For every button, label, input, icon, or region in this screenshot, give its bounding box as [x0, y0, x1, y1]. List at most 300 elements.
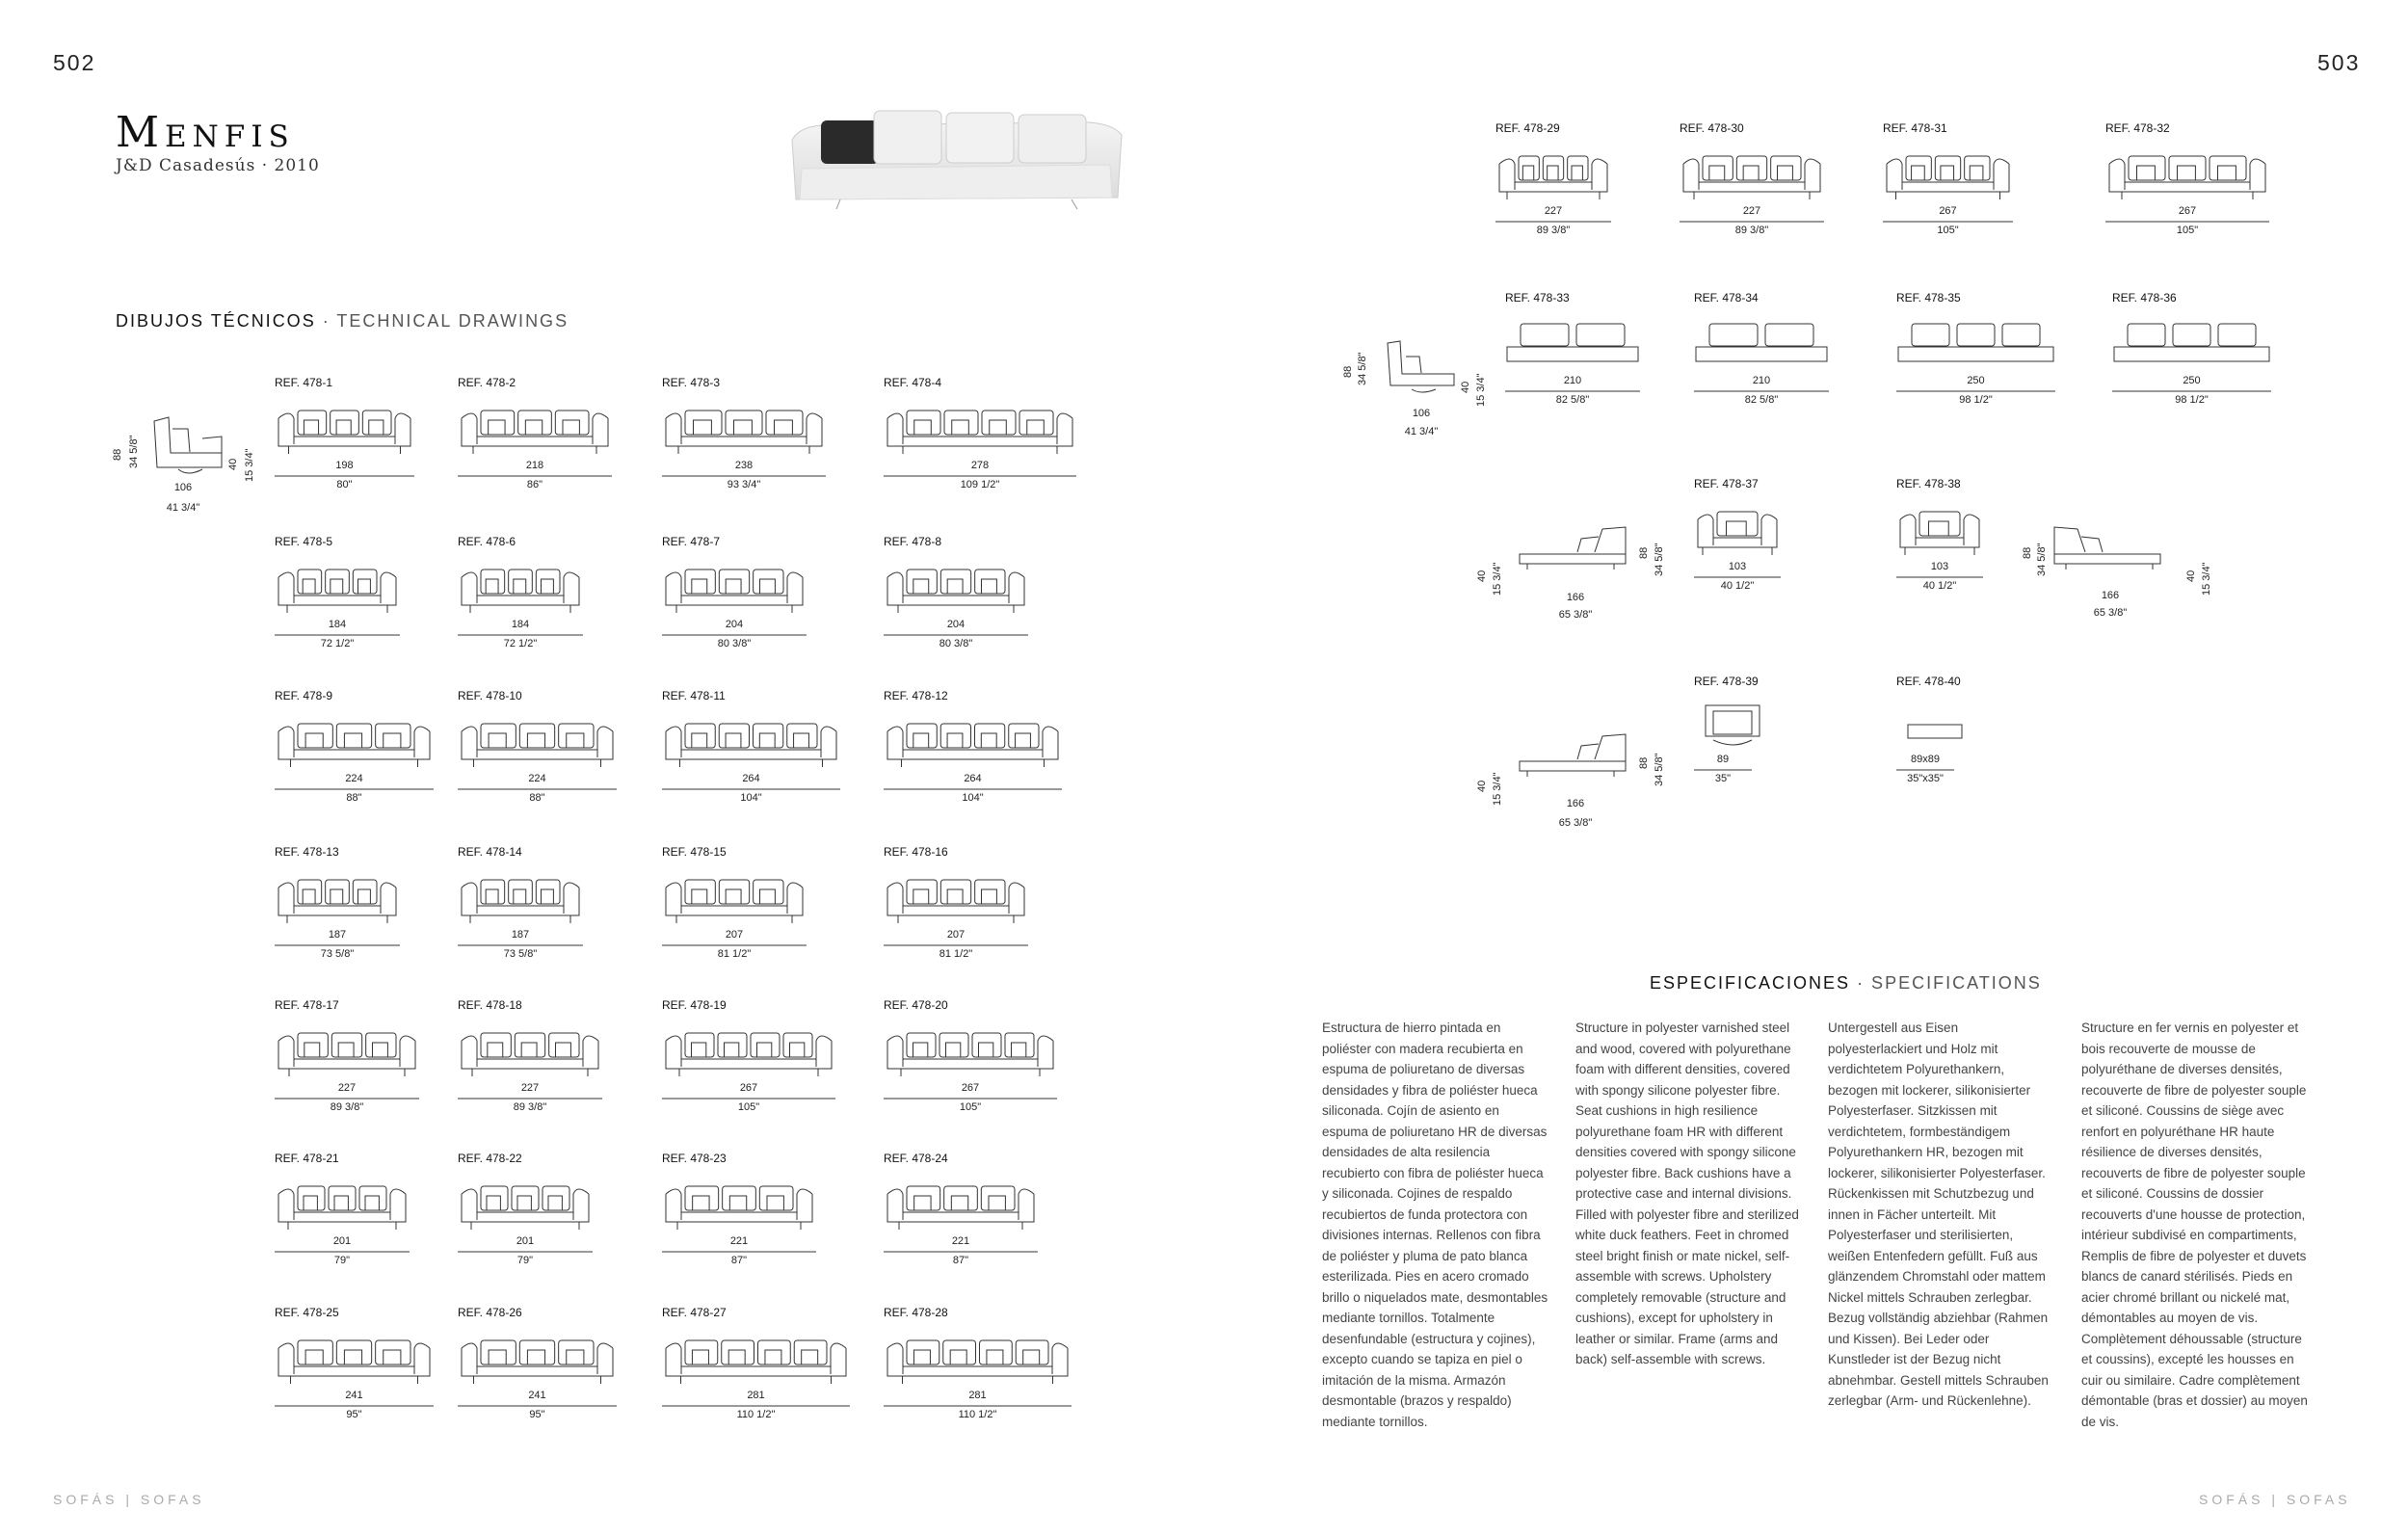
armchair-side-drawing [149, 410, 226, 479]
dimension-in: 82 5/8" [1744, 394, 1779, 406]
dimension-in: 73 5/8" [320, 948, 355, 960]
dimension-cm: 210 [1752, 375, 1771, 386]
sofa-front-drawing [1505, 318, 1640, 371]
throw-pillow [358, 889, 371, 904]
dimension-in: 73 5/8" [503, 948, 538, 960]
sofa-front-drawing [662, 1025, 835, 1078]
armchair-side-drawing-right [1383, 339, 1460, 397]
back-cushion [1543, 156, 1563, 180]
product-title: Menfis [116, 108, 295, 157]
dimension-in: 35"x35" [1907, 773, 1944, 784]
back-cushion [376, 724, 410, 748]
sofa-front-drawing [458, 1025, 602, 1078]
back-cushion [2129, 156, 2165, 180]
throw-pillow [1727, 521, 1747, 536]
back-cushion [559, 1340, 594, 1365]
back-cushion [331, 1033, 361, 1057]
dimension-in: 95" [529, 1409, 545, 1420]
drawing-item [458, 535, 538, 649]
back-cushion [759, 1186, 793, 1210]
chaise-b-seat-in: 15 3/4" [2201, 562, 2212, 596]
sofa-front-drawing [884, 716, 1062, 769]
sofa-front-drawing [884, 562, 1028, 615]
dimension-cm: 218 [525, 460, 544, 471]
back-cushion [907, 570, 937, 594]
drawing-item [884, 376, 1000, 490]
back-cushion [1519, 156, 1539, 180]
drawing-item [662, 845, 752, 960]
back-cushion [975, 570, 1005, 594]
back-cushion [939, 1033, 968, 1057]
dimension-cm: 241 [528, 1390, 546, 1401]
back-cushion [907, 724, 937, 748]
drawing-item [458, 376, 544, 490]
ref-label: REF. 478-25 [275, 1306, 339, 1319]
back-cushion [907, 411, 940, 435]
chaise-a-seat-cm: 40 [1476, 570, 1488, 582]
throw-pillow [692, 1350, 708, 1365]
back-cushion [298, 411, 327, 435]
throw-pillow [725, 1043, 739, 1057]
dimension-in: 98 1/2" [2175, 394, 2209, 406]
dimension-in: 95" [346, 1409, 362, 1420]
ref-label: REF. 478-14 [458, 845, 522, 859]
back-cushion [509, 880, 533, 904]
throw-pillow [692, 1043, 706, 1057]
dimension-cm: 207 [725, 929, 744, 941]
dimension-cm: 227 [1742, 205, 1761, 217]
chaise-b-width-in: 65 3/8" [2093, 607, 2128, 619]
drawing-item [1495, 121, 1571, 236]
dimension-cm: 187 [511, 929, 530, 941]
back-cushion [519, 724, 554, 748]
back-cushion [331, 411, 359, 435]
back-cushion [719, 724, 749, 748]
footer-right: SOFÁS | SOFAS [2199, 1492, 2351, 1507]
dimension-cm: 89x89 [1911, 754, 1940, 765]
dimension-in: 87" [952, 1255, 969, 1266]
back-cushion [943, 1340, 976, 1365]
throw-pillow [525, 420, 542, 435]
drawing-item [662, 1306, 776, 1420]
throw-pillow [726, 733, 741, 748]
drawing-item [1883, 121, 1959, 236]
specs-text-de: Untergestell aus Eisen polyesterlackiert und Holz mit verdichtetem Polyurethankern, bezogen mit lockerer, silikonisierter Polyesterfaser. Sitzkissen mit verdichtetem, formbeständigem Polyurethankern HR, bezogen mit lockerer, silikonisierter Polyesterfaser. Rückenkissen mit Schutzbezug und innen in Fächer unterteilt. Mit Polyesterfaser und sterilisierten, weißen Entenfedern gefüllt. Fuß aus glänzendem Chromstahl oder mattem Nickel mittels Schrauben zerlegbar. Bezug vollständig abziehbar (Rahmen und Kissen). Bei Leder oder Kunstleder ist der Bezug nicht abnehmbar. Gestell mittels Schrauben zerlegbar (Arm- und Rückenlehne). [1828, 1020, 2049, 1408]
specifications-es: ESPECIFICACIONES [1650, 973, 1851, 993]
back-cushion [1965, 156, 1990, 180]
drawing-item [884, 535, 973, 649]
dimension-cm: 224 [345, 773, 363, 784]
chaise-b-height-cm: 88 [2022, 546, 2033, 559]
dimension-in: 89 3/8" [1536, 225, 1571, 236]
drawing-item [275, 845, 355, 960]
specs-text-es: Estructura de hierro pintada en poliéster con madera recubierta en espuma de poliuretano de diversas densidades y fibra de poliéster hueca siliconada. Cojín de asiento en espuma de poliuretano HR de diversas densidades de alta resilencia recubierto con fibra de poliéster hueca y siliconada. Cojines de respaldo recubiertos de funda protectora con divisiones internas. Rellenos con fibra de poliéster y pluma de pato blanca esterilizada. Pies en acero cromado brillo o niquelados mate, desmontables mediante tornillos. Totalmente desenfundable (estructura y cojines), excepto cuando se tapiza en piel o imitación de la misma. Armazón desmontable (brazos y respaldo) mediante tornillos. [1322, 1020, 1548, 1429]
back-cushion [718, 1033, 747, 1057]
back-cushion [376, 1340, 410, 1365]
dimension-in: 98 1/2" [1959, 394, 1993, 406]
throw-pillow [2178, 166, 2196, 180]
dimension-cm: 227 [520, 1082, 540, 1094]
drawing-item [662, 1152, 749, 1266]
drawing-item [458, 689, 546, 804]
throw-pillow [979, 1043, 993, 1057]
dimension-in: 89 3/8" [1734, 225, 1769, 236]
ref-label: REF. 478-8 [884, 535, 942, 548]
back-cushion [1019, 411, 1053, 435]
hero-sofa-image [782, 101, 1129, 212]
sofa-front-drawing [1896, 318, 2055, 371]
throw-pillow [336, 420, 351, 435]
throw-pillow [303, 579, 315, 594]
throw-pillow [2218, 166, 2236, 180]
throw-pillow [760, 579, 776, 594]
ref-label: REF. 478-17 [275, 998, 339, 1012]
ref-label: REF. 478-31 [1883, 121, 1947, 135]
ref-label: REF. 478-20 [884, 998, 948, 1012]
throw-pillow [989, 1196, 1005, 1210]
chaise-a-width-in: 65 3/8" [1558, 609, 1593, 621]
sofa-front-drawing [275, 1025, 419, 1078]
chaise-b-seat-cm: 40 [2185, 570, 2197, 582]
back-cushion [298, 1033, 328, 1057]
ref-label: REF. 478-16 [884, 845, 948, 859]
back-cushion [726, 411, 762, 435]
dimension-cm: 281 [747, 1390, 765, 1401]
specs-text-fr: Structure en fer vernis en polyester et bois recouverte de mousse de polyuréthane de diverses densités, recouverte de fibre de polyester souple et siliconé. Coussins de siège avec renfort en polyuréthane HR haute résilience de diverses densités, recouverts de fibre de polyester souple et siliconé. Coussins de dossier recouverts d'une housse de protection, intérieur subdivisé en compartiments, Remplis de fibre de polyester et duvets blancs de canard stérilisés. Pieds en acier chromé brillant ou nickelé mat, démontables au moyen de vis. Complètement déhoussable (structure et coussins), excepté les housses en cuir ou similaire. Cadre complètement démontable (bras et dossier) au moyen de vis. [2081, 1020, 2308, 1429]
ref-label: REF. 478-28 [884, 1306, 948, 1319]
chaise-b-width-cm: 166 [2101, 590, 2120, 601]
back-cushion [685, 1340, 718, 1365]
dimension-cm: 264 [964, 773, 982, 784]
dimension-cm: 267 [1939, 205, 1957, 217]
dimension-in: 105" [959, 1101, 982, 1113]
dimension-cm: 250 [1967, 375, 1985, 386]
technical-drawings-en: · TECHNICAL DRAWINGS [322, 311, 569, 331]
dimension-in: 89 3/8" [513, 1101, 547, 1113]
back-cushion [326, 880, 350, 904]
throw-pillow [775, 420, 793, 435]
back-cushion [298, 880, 322, 904]
sofa-front-drawing [1680, 148, 1824, 201]
back-cushion [555, 411, 589, 435]
dimension-cm: 184 [511, 619, 530, 630]
back-cushion [685, 570, 715, 594]
drawing-item [662, 376, 761, 490]
dimension-in: 72 1/2" [320, 638, 355, 649]
throw-pillow [734, 420, 753, 435]
ref-label: REF. 478-22 [458, 1152, 522, 1165]
dimension-in: 82 5/8" [1555, 394, 1590, 406]
drawing-item [1694, 477, 1759, 592]
back-cushion [1016, 1340, 1048, 1365]
dimension-cm: 267 [961, 1082, 980, 1094]
ref-label: REF. 478-39 [1694, 675, 1759, 688]
ref-label: REF. 478-19 [662, 998, 727, 1012]
throw-pillow [489, 733, 506, 748]
back-cushion [907, 880, 937, 904]
throw-pillow [982, 579, 997, 594]
throw-pillow [913, 1043, 928, 1057]
back-cushion [723, 1186, 756, 1210]
throw-pillow [514, 579, 526, 594]
throw-pillow [369, 420, 384, 435]
side-height-cm: 88 [1342, 365, 1354, 378]
armchair-seat-cm: 40 [227, 458, 239, 470]
throw-pillow [556, 1043, 571, 1057]
throw-pillow [946, 1043, 961, 1057]
dimension-in: 79" [333, 1255, 351, 1266]
sofa-front-drawing [662, 403, 826, 456]
throw-pillow [913, 889, 929, 904]
drawing-item [2112, 291, 2209, 406]
back-cushion [1771, 156, 1801, 180]
throw-pillow [548, 1196, 562, 1210]
throw-pillow [331, 889, 343, 904]
back-cushion [1736, 156, 1766, 180]
back-cushion [944, 1186, 978, 1210]
sofa-front-drawing [275, 562, 400, 615]
sofa-front-drawing [1883, 148, 2013, 201]
back-cushion [758, 1340, 791, 1365]
throw-pillow [1016, 733, 1031, 748]
drawing-item [2105, 121, 2199, 236]
ref-label: REF. 478-34 [1694, 291, 1759, 305]
dimension-cm: 198 [335, 460, 354, 471]
back-cushion [559, 724, 594, 748]
dimension-in: 110 1/2" [958, 1409, 997, 1420]
throw-pillow [947, 733, 963, 748]
drawing-item [884, 1306, 997, 1420]
dimension-cm: 89 [1716, 754, 1730, 765]
throw-pillow [802, 1350, 818, 1365]
dimension-in: 104" [740, 792, 762, 804]
sofa-front-drawing [275, 1333, 434, 1386]
ref-label: REF. 478-40 [1896, 675, 1961, 688]
dimension-in: 104" [962, 792, 984, 804]
back-cushion [685, 724, 715, 748]
back-cushion [519, 1340, 554, 1365]
throw-pillow [487, 1196, 500, 1210]
throw-pillow [2137, 166, 2156, 180]
back-cushion [719, 570, 749, 594]
throw-pillow [304, 1196, 317, 1210]
page-number-right: 503 [2317, 50, 2361, 75]
throw-pillow [760, 889, 776, 904]
dimension-in: 80 3/8" [717, 638, 752, 649]
back-cushion [975, 880, 1005, 904]
chaise-c-height-cm: 88 [1638, 756, 1650, 769]
armchair-width-cm: 106 [173, 482, 193, 493]
drawing-item [458, 1152, 535, 1266]
dimension-cm: 250 [2183, 375, 2201, 386]
back-cushion [907, 1186, 940, 1210]
dimension-in: 87" [730, 1255, 748, 1266]
back-cushion [685, 880, 715, 904]
throw-pillow [304, 420, 318, 435]
ref-label: REF. 478-30 [1680, 121, 1744, 135]
sofa-front-drawing [275, 1179, 410, 1232]
chaise-c-width-in: 65 3/8" [1558, 817, 1593, 829]
throw-pillow [542, 579, 554, 594]
dimension-cm: 187 [328, 929, 347, 941]
drawing-item [458, 845, 538, 960]
drawing-item [275, 998, 364, 1113]
sofa-front-drawing [275, 403, 414, 456]
drawing-item [458, 1306, 546, 1420]
throw-pillow [517, 1196, 531, 1210]
chaise-side-drawing-c [1518, 732, 1628, 781]
throw-pillow [1012, 1043, 1026, 1057]
throw-pillow [692, 889, 707, 904]
ref-label: REF. 478-3 [662, 376, 721, 389]
back-cushion [975, 724, 1005, 748]
dimension-in: 88" [346, 792, 362, 804]
back-cushion [298, 1340, 332, 1365]
dimension-cm: 267 [739, 1082, 758, 1094]
back-cushion [944, 411, 978, 435]
back-cushion [907, 1340, 939, 1365]
ref-label: REF. 478-24 [884, 1152, 948, 1165]
back-cushion [326, 570, 350, 594]
back-cushion [536, 570, 560, 594]
armchair-height-cm: 88 [112, 448, 123, 461]
ref-label: REF. 478-9 [275, 689, 333, 702]
dimension-cm: 184 [328, 619, 347, 630]
back-cushion [1906, 156, 1931, 180]
page-number-left: 502 [53, 50, 96, 75]
throw-pillow [913, 579, 929, 594]
back-cushion [794, 1340, 827, 1365]
back-cushion [685, 1033, 714, 1057]
throw-pillow [527, 1350, 544, 1365]
sofa-front-drawing [1704, 702, 1761, 750]
back-cushion [981, 1186, 1015, 1210]
dimension-cm: 204 [725, 619, 744, 630]
ref-label: REF. 478-33 [1505, 291, 1570, 305]
back-cushion [2210, 156, 2246, 180]
back-cushion [685, 411, 722, 435]
drawing-item [275, 1152, 352, 1266]
sofa-front-drawing [662, 562, 807, 615]
back-cushion [982, 411, 1016, 435]
throw-pillow [1709, 166, 1725, 180]
throw-pillow [728, 1350, 745, 1365]
back-cushion [787, 724, 817, 748]
throw-pillow [489, 420, 505, 435]
throw-pillow [373, 1043, 388, 1057]
ref-label: REF. 478-12 [884, 689, 948, 702]
back-cushion [1703, 156, 1733, 180]
dimension-in: 79" [516, 1255, 534, 1266]
throw-pillow [790, 1043, 805, 1057]
drawing-item [1694, 291, 1779, 406]
drawing-item [662, 689, 762, 804]
throw-pillow [693, 1196, 709, 1210]
drawing-item [1896, 675, 1961, 784]
back-cushion [751, 1033, 780, 1057]
back-cushion [719, 880, 749, 904]
sofa-front-drawing [1495, 148, 1611, 201]
throw-pillow [1743, 166, 1759, 180]
back-cushion [329, 1186, 356, 1210]
drawing-item [884, 1152, 970, 1266]
back-cushion [907, 1033, 936, 1057]
chaise-b-height-in: 34 5/8" [2036, 543, 2048, 576]
ref-label: REF. 478-21 [275, 1152, 339, 1165]
throw-pillow [1023, 1350, 1040, 1365]
dimension-in: 105" [737, 1101, 760, 1113]
dimension-cm: 201 [516, 1235, 535, 1247]
ref-label: REF. 478-1 [275, 376, 333, 389]
ref-label: REF. 478-5 [275, 535, 333, 548]
technical-drawings-heading [116, 311, 569, 331]
dimension-cm: 278 [970, 460, 990, 471]
back-cushion [754, 724, 783, 748]
throw-pillow [527, 733, 544, 748]
throw-pillow [765, 1350, 781, 1365]
drawing-item [1694, 675, 1759, 784]
dimension-in: 109 1/2" [960, 479, 1000, 490]
ref-label: REF. 478-11 [662, 689, 726, 702]
sofa-front-drawing [662, 1179, 816, 1232]
dimension-in: 93 3/4" [727, 479, 761, 490]
technical-drawings-es: DIBUJOS TÉCNICOS [116, 311, 316, 331]
throw-pillow [913, 733, 929, 748]
back-cushion [1919, 512, 1960, 536]
side-seat-cm: 40 [1460, 381, 1471, 393]
dimension-in: 88" [529, 792, 545, 804]
dimension-in: 80" [336, 479, 353, 490]
throw-pillow [1912, 166, 1925, 180]
dimension-cm: 210 [1563, 375, 1582, 386]
throw-pillow [913, 1350, 930, 1365]
ref-label: REF. 478-35 [1896, 291, 1961, 305]
throw-pillow [567, 733, 584, 748]
back-cushion [509, 570, 533, 594]
sofa-front-drawing [458, 1333, 617, 1386]
throw-pillow [334, 1196, 348, 1210]
back-cushion [1005, 1033, 1034, 1057]
dimension-in: 89 3/8" [330, 1101, 364, 1113]
throw-pillow [486, 889, 498, 904]
back-cushion [542, 1186, 569, 1210]
chaise-a-seat-in: 15 3/4" [1492, 562, 1503, 596]
back-cushion [298, 570, 322, 594]
ref-label: REF. 478-15 [662, 845, 727, 859]
throw-pillow [726, 889, 741, 904]
drawing-item [458, 998, 547, 1113]
back-cushion [754, 570, 783, 594]
throw-pillow [486, 579, 498, 594]
throw-pillow [1027, 420, 1045, 435]
ref-label: REF. 478-6 [458, 535, 516, 548]
throw-pillow [990, 420, 1007, 435]
dimension-in: 81 1/2" [717, 948, 752, 960]
chaise-a-height-in: 34 5/8" [1654, 543, 1665, 576]
drawing-item [662, 535, 752, 649]
back-cushion [336, 1340, 371, 1365]
armchair-width-in: 41 3/4" [166, 502, 200, 514]
throw-pillow [951, 1196, 967, 1210]
chaise-c-width-cm: 166 [1566, 798, 1585, 809]
back-cushion [353, 570, 377, 594]
throw-pillow [729, 1196, 746, 1210]
drawing-item [1680, 121, 1769, 236]
dimension-in: 40 1/2" [1922, 580, 1957, 592]
throw-pillow [338, 1043, 354, 1057]
ref-label: REF. 478-7 [662, 535, 721, 548]
back-cushion [754, 880, 783, 904]
